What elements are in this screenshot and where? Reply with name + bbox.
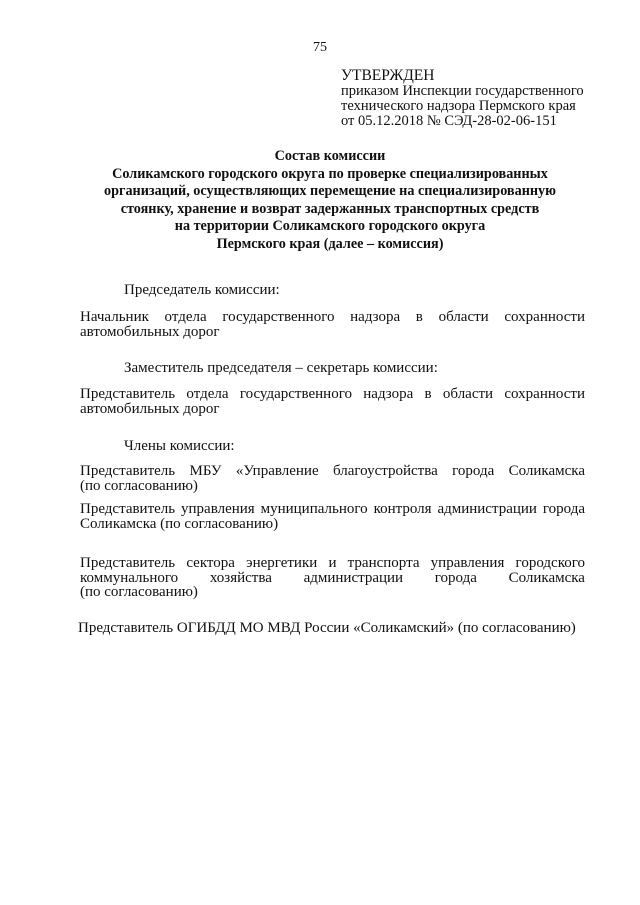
entry-word: коммунального: [80, 569, 179, 586]
entry-word: Соликамска: [508, 569, 585, 586]
deputy-entry: [80, 387, 585, 416]
document-title: [60, 148, 600, 254]
entry-line: (по согласованию): [80, 477, 198, 494]
approval-line: приказом Инспекции государственного: [341, 83, 584, 99]
title-line: Состав комиссии: [274, 148, 386, 164]
title-line: Пермского края (далее – комиссия): [216, 235, 444, 252]
deputy-heading: Заместитель председателя – секретарь комиссии:: [124, 360, 438, 376]
member-entry: [80, 556, 585, 600]
entry-line: автомобильных дорог: [80, 323, 220, 340]
member-entry: [80, 464, 585, 493]
approval-line: технического надзора Пермского края: [341, 98, 576, 114]
entry-line: Представитель управления муниципального контроля администрации города: [80, 501, 585, 517]
title-line: организаций, осуществляющих перемещение на специализированную: [104, 183, 556, 200]
entry-line: (по согласованию): [80, 584, 198, 600]
entry-line: Представитель ОГИБДД МО МВД России «Соликамский» (по согласованию): [78, 620, 576, 636]
chairman-heading: Председатель комиссии:: [124, 282, 280, 298]
title-line: на территории Соликамского городского округа: [174, 218, 486, 235]
approval-order-number: от 05.12.2018 № СЭД-28-02-06-151: [341, 113, 557, 129]
entry-word: хозяйства: [209, 569, 272, 586]
approval-stamp-title: УТВЕРЖДЕН: [341, 67, 435, 84]
page-number: 75: [313, 40, 327, 55]
entry-line: [80, 571, 585, 586]
entry-line: автомобильных дорог: [80, 400, 220, 417]
chairman-entry: [80, 310, 585, 339]
entry-word: города: [434, 569, 477, 586]
members-heading: Члены комиссии:: [124, 438, 235, 454]
title-line: Соликамского городского округа по проверке специализированных: [112, 165, 548, 182]
entry-line: Соликамска (по согласованию): [80, 515, 279, 532]
entry-line: Представитель МБУ «Управление благоустройства города Соликамска: [80, 463, 585, 479]
title-line: стоянку, хранение и возврат задержанных транспортных средств: [120, 200, 540, 217]
entry-line: Представитель сектора энергетики и транспорта управления городского: [80, 555, 585, 571]
member-entry: [78, 621, 588, 636]
approval-block: [341, 68, 631, 129]
entry-line: Начальник отдела государственного надзора в области сохранности: [80, 309, 585, 325]
entry-line: Представитель отдела государственного надзора в области сохранности: [80, 386, 585, 402]
entry-word: администрации: [303, 569, 404, 586]
member-entry: [80, 502, 585, 531]
